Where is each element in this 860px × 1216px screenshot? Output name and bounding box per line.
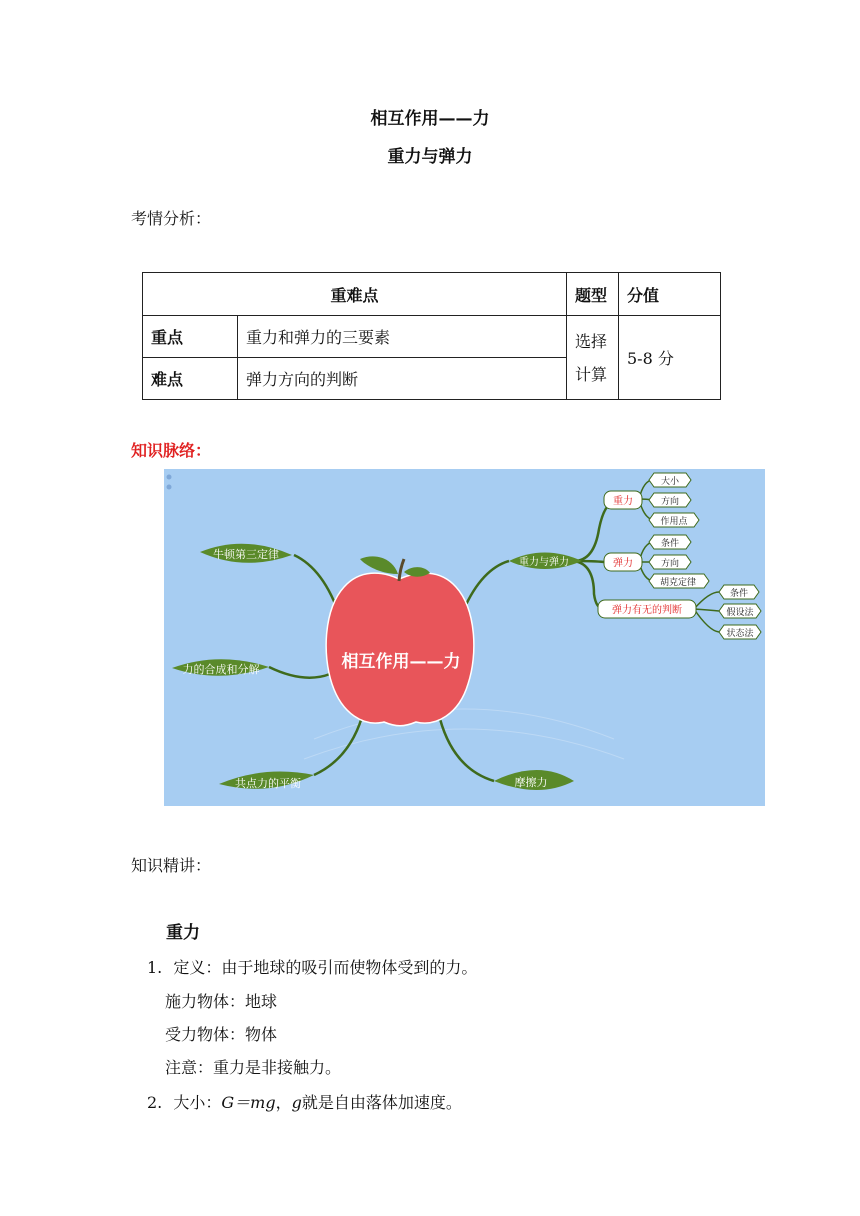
branch-newton: 牛顿第三定律: [213, 548, 279, 561]
table-row-content: 重力和弹力的三要素: [238, 316, 567, 358]
node-state: 状态法: [726, 629, 754, 639]
network-heading: 知识脉络：: [131, 441, 212, 460]
table-header-score: 分值: [619, 273, 721, 316]
node-size: 大小: [660, 477, 680, 487]
table-row-content: 弹力方向的判断: [238, 358, 567, 400]
type-calc: 计算: [575, 364, 608, 384]
mind-center-label: 相互作用——力: [341, 652, 461, 672]
separator: ，: [275, 1093, 292, 1112]
page-subtitle: 重力与弹力: [387, 147, 473, 167]
node-condition: 条件: [660, 539, 680, 549]
item-text: 定义：由于地球的吸引而使物体受到的力。: [173, 958, 478, 977]
node-direction: 方向: [660, 497, 680, 507]
node-elastic-direction: 方向: [660, 559, 680, 569]
branch-equilibrium: 共点力的平衡: [235, 777, 301, 790]
item-2: [147, 1090, 462, 1113]
type-choice: 选择: [575, 331, 608, 351]
formula: G＝mg: [221, 1093, 276, 1112]
key-points-table: [142, 272, 721, 400]
table-header-difficulty: 重难点: [143, 273, 567, 316]
analysis-heading: 考情分析：: [131, 209, 212, 228]
branch-friction: 摩擦力: [514, 776, 548, 789]
table-row-label: 难点: [143, 358, 238, 400]
item-number: 1.: [147, 958, 163, 977]
table-type-cell: [567, 316, 619, 400]
explain-heading: 知识精讲：: [131, 856, 212, 875]
branch-gravity-elastic: 重力与弹力: [519, 557, 569, 568]
receiver-line: 受力物体：物体: [165, 1025, 278, 1044]
item-suffix: 就是自由落体加速度。: [301, 1093, 462, 1112]
node-elastic: 弹力: [613, 558, 633, 569]
node-judge-condition: 条件: [729, 589, 749, 599]
page-title: 相互作用——力: [370, 109, 490, 129]
table-row-label: 重点: [143, 316, 238, 358]
node-gravity: 重力: [613, 496, 633, 507]
mind-map: [164, 469, 765, 806]
apple-shape: [326, 573, 474, 726]
table-header-type: 题型: [567, 273, 619, 316]
applier-line: 施力物体：地球: [165, 992, 278, 1011]
note-line: 注意：重力是非接触力。: [165, 1058, 342, 1077]
node-hooke: 胡克定律: [659, 578, 697, 588]
item-number: 2.: [147, 1093, 163, 1112]
node-hypothesis: 假设法: [726, 608, 754, 618]
item-1: [147, 955, 477, 978]
node-judge: 弹力有无的判断: [612, 605, 682, 616]
item-prefix: 大小：: [173, 1093, 222, 1112]
table-score-cell: 5-8 分: [619, 316, 721, 400]
section-title: 重力: [166, 923, 200, 943]
variable-g: g: [291, 1093, 302, 1112]
branch-composition: 力的合成和分解: [182, 663, 260, 676]
node-point: 作用点: [660, 517, 688, 527]
